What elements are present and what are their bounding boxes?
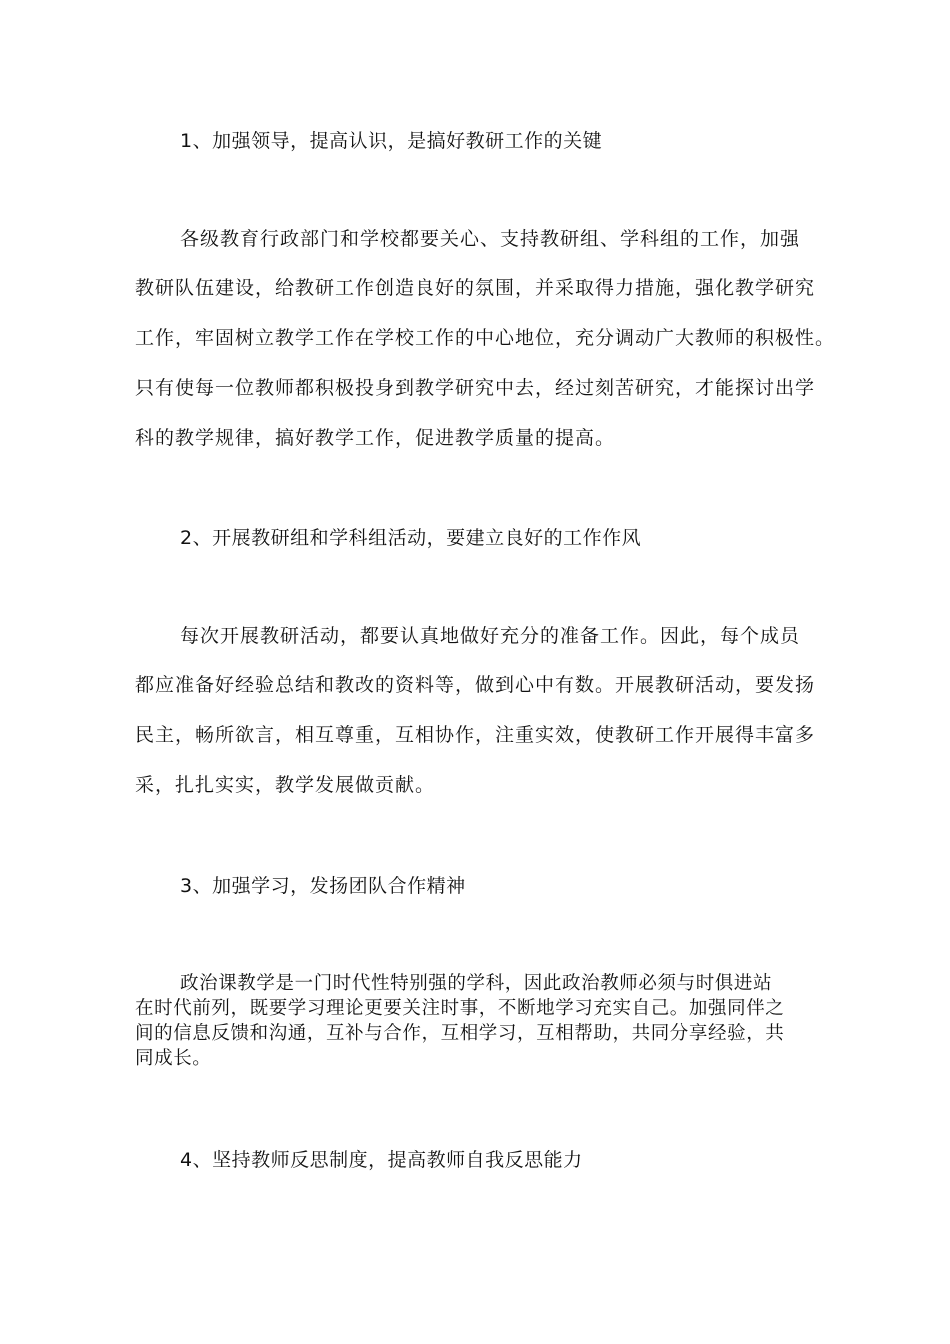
section-1-line-5: 科的教学规律，搞好教学工作，促进教学质量的提高。 — [135, 427, 616, 449]
section-3-line-1: 政治课教学是一门时代性特别强的学科，因此政治教师必须与时俱进站 — [180, 973, 773, 994]
section-3-line-4: 同成长。 — [135, 1048, 212, 1069]
section-1-line-1: 各级教育行政部门和学校都要关心、支持教研组、学科组的工作，加强 — [180, 228, 801, 250]
section-3-heading: 3、加强学习，发扬团队合作精神 — [180, 875, 466, 897]
section-2-heading: 2、开展教研组和学科组活动，要建立良好的工作作风 — [180, 527, 642, 549]
section-3-line-3: 间的信息反馈和沟通，互补与合作，互相学习，互相帮助，共同分享经验，共 — [135, 1023, 785, 1044]
section-2-line-3: 民主，畅所欲言，相互尊重，互相协作，注重实效，使教研工作开展得丰富多 — [135, 724, 816, 746]
section-3-line-2: 在时代前列，既要学习理论更要关注时事，不断地学习充实自己。加强同伴之 — [135, 998, 785, 1019]
section-1-line-3: 工作，牢固树立教学工作在学校工作的中心地位，充分调动广大教师的积极性。 — [135, 327, 836, 349]
section-1-line-4: 只有使每一位教师都积极投身到教学研究中去，经过刻苦研究，才能探讨出学 — [135, 377, 816, 399]
section-2-line-4: 采，扎扎实实，教学发展做贡献。 — [135, 774, 436, 796]
section-4-heading: 4、坚持教师反思制度，提高教师自我反思能力 — [180, 1149, 583, 1171]
section-2-line-2: 都应准备好经验总结和教改的资料等，做到心中有数。开展教研活动，要发扬 — [135, 674, 816, 696]
section-1-line-2: 教研队伍建设，给教研工作创造良好的氛围，并采取得力措施，强化教学研究 — [135, 277, 816, 299]
section-2-line-1: 每次开展教研活动，都要认真地做好充分的准备工作。因此，每个成员 — [180, 625, 801, 647]
section-1-heading: 1、加强领导，提高认识，是搞好教研工作的关键 — [180, 130, 603, 152]
